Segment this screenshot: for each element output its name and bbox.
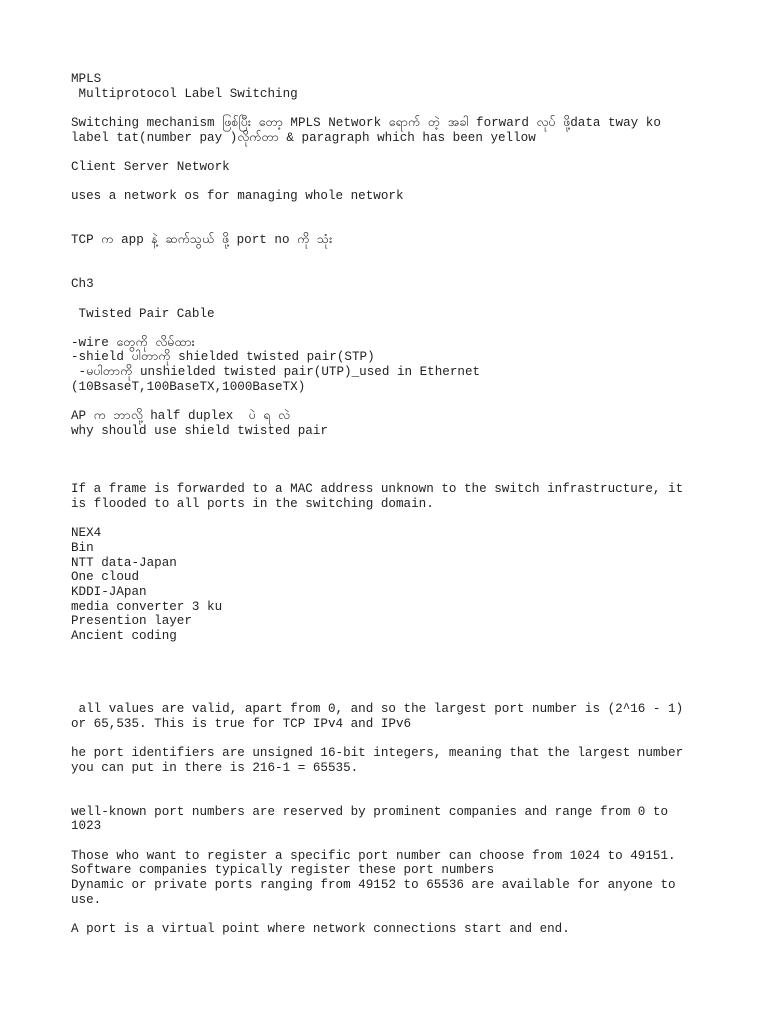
text-line: Presention layer [71,614,192,629]
text-line: One cloud [71,570,140,585]
blank-line [71,438,711,453]
blank-line [71,644,711,659]
text-line: is flooded to all ports in the switching domain. [71,497,434,512]
blank-line [71,512,711,527]
text-line: 1023 [71,819,102,834]
text-line: Client Server Network [71,159,230,174]
text-line: TCP က app နဲ့ ဆက်သွယ် ဖို့ port no ကို သုံး [71,233,333,248]
blank-line [71,834,711,849]
blank-line [71,175,711,190]
blank-line [71,658,711,673]
blank-line [71,394,711,409]
text-line: (10BsaseT,100BaseTX,1000BaseTX) [71,379,306,394]
text-line: uses a network os for managing whole network [71,189,404,204]
blank-line [71,101,711,116]
text-line: Dynamic or private ports ranging from 49152 to 65536 are available for anyone to [71,878,676,893]
text-line: NTT data-Japan [71,555,177,570]
text-line: Switching mechanism ဖြစ်ပြီး တော့ MPLS Network ရောက် တဲ့ အခါ forward လုပ် ဖို့data tway ko [71,115,661,130]
text-line: -wire တွေကို လိမ်ထား [71,335,195,350]
blank-line [71,204,711,219]
blank-line [71,292,711,307]
blank-line [71,688,711,703]
text-line: NEX4 [71,526,102,541]
blank-line [71,468,711,483]
text-line: media converter 3 ku [71,599,223,614]
text-line: Bin [71,541,94,555]
text-line: why should use shield twisted pair [71,423,328,438]
blank-line [71,453,711,468]
text-line: Software companies typically register these port numbers [71,863,495,878]
text-line: MPLS [71,72,102,86]
blank-line [71,790,711,805]
blank-line [71,776,711,791]
text-line: or 65,535. This is true for TCP IPv4 and IPv6 [71,716,412,731]
text-line: KDDI-JApan [71,584,147,599]
document-body [71,72,711,937]
text-line: A port is a virtual point where network connections start and end. [71,922,570,937]
text-line: Twisted Pair Cable [71,306,215,321]
text-line: -မပါတာကို unshielded twisted pair(UTP)_used in Ethernet [71,365,481,380]
blank-line [71,263,711,278]
text-line: label tat(number pay )လိုက်တာ & paragraph which has been yellow [71,130,536,145]
text-line: Ch3 [71,277,94,292]
text-line: well-known port numbers are reserved by prominent companies and range from 0 to [71,804,669,819]
text-line: all values are valid, apart from 0, and so the largest port number is (2^16 - 1) [71,702,684,717]
text-line: Multiprotocol Label Switching [71,86,298,101]
text-line: you can put in there is 216-1 = 65535. [71,760,359,775]
blank-line [71,321,711,336]
text-line: he port identifiers are unsigned 16-bit integers, meaning that the largest number [71,746,684,761]
text-line: Ancient coding [71,628,177,643]
blank-line [71,732,711,747]
blank-line [71,907,711,922]
text-line: If a frame is forwarded to a MAC address unknown to the switch infrastructure, it [71,482,684,497]
blank-line [71,145,711,160]
blank-line [71,673,711,688]
blank-line [71,248,711,263]
text-line: -shield ပါတာကို shielded twisted pair(STP) [71,350,375,365]
blank-line [71,219,711,234]
text-line: use. [71,892,102,907]
text-line: Those who want to register a specific port number can choose from 1024 to 49151. [71,848,676,863]
text-line: AP က ဘာလို့ half duplex ပဲ ရ လဲ [71,409,290,424]
